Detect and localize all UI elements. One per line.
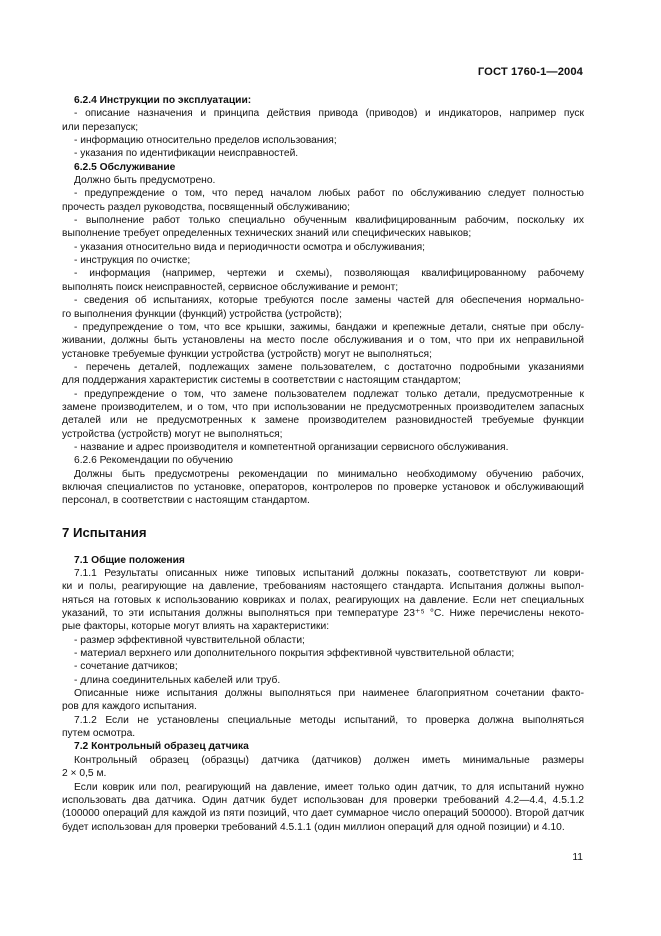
text-line: - сведения об испытаниях, которые требуются после замены частей для обеспечения нормально- xyxy=(74,295,584,307)
text-line: живании, должны быть установлены на место после обслуживания и о том, что при их неправильной xyxy=(62,335,584,347)
text-line: - название и адрес производителя и компетентной организации сервисного обслуживания. xyxy=(74,441,509,453)
text-line: 7.1.2 Если не установлены специальные методы испытаний, то проверка должна выполняться xyxy=(74,714,584,726)
section-6-2-4-heading: 6.2.4 Инструкции по эксплуатации: xyxy=(74,95,252,106)
text-line: Должно быть предусмотрено. xyxy=(74,175,216,187)
text-line: няться на готовых к использованию ковриках и полах, реагирующих на давление. Если нет специальных xyxy=(62,594,584,606)
text-line: - длина соединительных кабелей или труб. xyxy=(74,674,281,686)
section-7-2-heading: 7.2 Контрольный образец датчика xyxy=(74,741,249,753)
document-code: ГОСТ 1760-1—2004 xyxy=(477,66,583,78)
text-line: использовать два датчика. Один датчик будет использован для проверки требований 4.2—4.4, 4.5.1.2 xyxy=(62,794,584,806)
text-line: выполнение требует определенных технических знаний или специфических навыков; xyxy=(62,228,472,240)
text-line: Контрольный образец (образцы) датчика (датчиков) должен иметь минимальные размеры xyxy=(74,754,584,766)
text-line: будет использован для проверки требований 4.5.1.1 (один миллион операций для одной позиции) и 4.10. xyxy=(62,821,565,833)
text-line: замене производителем, и о том, что при использовании не предусмотренных производителем запасных xyxy=(62,401,584,413)
text-line: ки и полы, реагирующие на давление, требованиям настоящего стандарта. Испытания должны выпол- xyxy=(62,581,584,593)
text-line: персонал, в соответствии с настоящим стандартом. xyxy=(62,495,310,507)
text-line: выполнять поиск неисправностей, сервисное обслуживание и ремонт; xyxy=(62,281,399,293)
text-line: путем осмотра. xyxy=(62,728,136,740)
text-line: - инструкция по очистке; xyxy=(74,255,191,267)
text-line: - материал верхнего или дополнительного покрытия эффективной чувствительной области; xyxy=(74,648,515,660)
text-line: - перечень деталей, подлежащих замене пользователем, с достаточно подробными указаниями xyxy=(74,361,584,373)
section-6-2-5-heading: 6.2.5 Обслуживание xyxy=(74,161,176,173)
text-line: Описанные ниже испытания должны выполняться при наименее благоприятном сочетании факто- xyxy=(74,688,584,700)
text-line: или перезапуск; xyxy=(62,121,139,133)
text-line: - описание назначения и принципа действия привода (приводов) и индикаторов, например пуск xyxy=(74,108,584,120)
text-line: - предупреждение о том, что замене пользователем подлежат только детали, предусмотренные к xyxy=(74,388,584,400)
text-line: установке требуемые функции устройства (устройств) могут не выполняться; xyxy=(62,348,432,360)
text-line: го выполнения функции (функций) устройства (устройств); xyxy=(62,308,342,320)
text-line: деталей или не предусмотренных к замене производителем разновидностей требуемые функции xyxy=(62,415,584,427)
text-line: Если коврик или пол, реагирующий на давление, имеет только один датчик, то для испытаний нужно xyxy=(74,781,584,793)
text-line: - информация (например, чертежи и схемы), позволяющая квалифицированному рабочему xyxy=(74,268,584,280)
text-line: - размер эффективной чувствительной области; xyxy=(74,634,305,646)
text-line: - указания относительно вида и периодичности осмотра и обслуживания; xyxy=(74,241,426,253)
section-7-1-heading: 7.1 Общие положения xyxy=(74,554,185,566)
section-6-2-6-heading: 6.2.6 Рекомендации по обучению xyxy=(74,455,233,467)
text-line: - выполнение работ только специально обученным квалифицированным рабочим, поскольку их xyxy=(74,215,584,227)
text-line: прочесть раздел руководства, посвященный обслуживанию; xyxy=(62,201,350,213)
text-line: 2 × 0,5 м. xyxy=(62,768,107,780)
text-line: - предупреждение о том, что все крышки, зажимы, бандажи и крепежные детали, снятые при обслу- xyxy=(74,321,584,333)
page-content xyxy=(62,94,584,834)
section-7-heading: 7 Испытания xyxy=(62,524,147,540)
text-line: Должны быть предусмотрены рекомендации по минимально необходимому обучению рабочих, xyxy=(74,468,584,480)
text-line: для поддержания характеристик системы в соответствии с настоящим стандартом; xyxy=(62,375,461,387)
text-line: устройства (устройств) могут не выполняться; xyxy=(62,428,283,440)
text-line: - информацию относительно пределов использования; xyxy=(74,135,337,147)
text-line: - сочетание датчиков; xyxy=(74,661,178,673)
text-line: включая специалистов по установке, операторов, контролеров по проверке установок и обслуживающий xyxy=(62,481,584,493)
text-line: - указания по идентификации неисправностей. xyxy=(74,148,299,160)
text-line: указаний, то эти испытания должны выполняться при температуре 23⁺⁵ °С. Ниже перечислены некото- xyxy=(62,608,584,620)
page-number: 11 xyxy=(572,852,583,863)
text-line: ров для каждого испытания. xyxy=(62,701,197,713)
text-line: (100000 операций для каждой из пяти позиций, что дает суммарное число операций 500000). Второй датчик xyxy=(62,808,584,820)
text-line: - предупреждение о том, что перед началом любых работ по обслуживанию следует полностью xyxy=(74,188,584,200)
text-line: 7.1.1 Результаты описанных ниже типовых испытаний должны показать, соответствуют ли коври- xyxy=(74,568,584,579)
text-line: рые факторы, которые могут влиять на характеристики: xyxy=(62,621,330,633)
